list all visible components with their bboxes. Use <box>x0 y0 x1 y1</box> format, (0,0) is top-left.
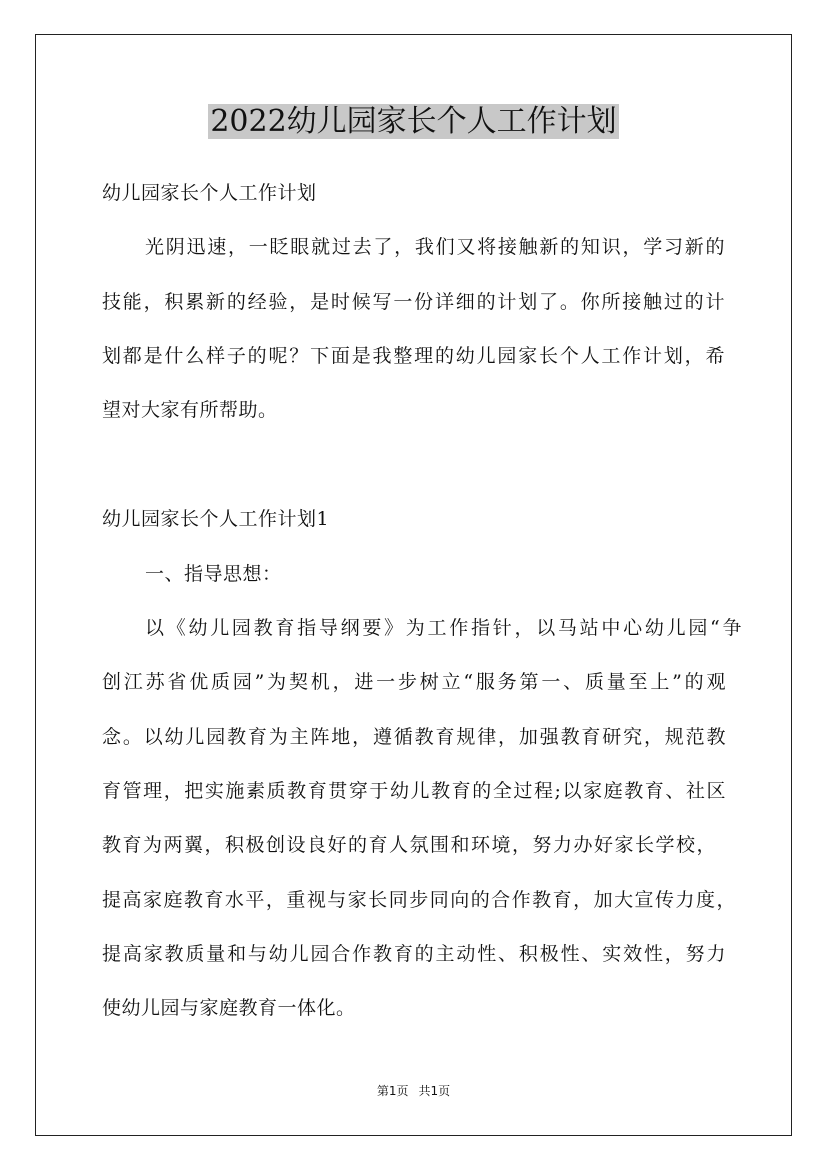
document-title-text: 2022幼儿园家长个人工作计划 <box>210 104 617 139</box>
section-title: 一、指导思想： <box>145 563 282 585</box>
page-number: 第1页 <box>376 1084 409 1098</box>
page-total: 共1页 <box>418 1084 451 1098</box>
page-footer <box>0 1083 827 1099</box>
body-line-8: 使幼儿园与家庭教育一体化。 <box>102 997 356 1019</box>
body-line-7: 提高家教质量和与幼儿园合作教育的主动性、积极性、实效性，努力 <box>102 943 726 965</box>
plan-heading: 幼儿园家长个人工作计划1 <box>102 508 330 530</box>
intro-line-2: 技能，积累新的经验，是时候写一份详细的计划了。你所接触过的计 <box>102 291 725 313</box>
intro-line-1: 光阴迅速，一眨眼就过去了，我们又将接触新的知识，学习新的 <box>145 236 725 258</box>
body-line-2: 创江苏省优质园”为契机，进一步树立“服务第一、质量至上”的观 <box>102 671 726 693</box>
body-line-5: 教育为两翼，积极创设良好的育人氛围和环境，努力办好家长学校， <box>102 834 716 856</box>
intro-line-3: 划都是什么样子的呢？下面是我整理的幼儿园家长个人工作计划，希 <box>102 345 725 367</box>
intro-line-4: 望对大家有所帮助。 <box>102 399 278 421</box>
document-title <box>0 100 827 144</box>
body-line-3: 念。以幼儿园教育为主阵地，遵循教育规律，加强教育研究，规范教 <box>102 726 726 748</box>
subtitle-heading: 幼儿园家长个人工作计划 <box>102 182 317 204</box>
body-line-6: 提高家庭教育水平，重视与家长同步同向的合作教育，加大宣传力度， <box>102 889 736 911</box>
body-line-1: 以《幼儿园教育指导纲要》为工作指针，以马站中心幼儿园“争 <box>145 617 742 639</box>
body-line-4: 育管理，把实施素质教育贯穿于幼儿教育的全过程;以家庭教育、社区 <box>102 780 726 802</box>
